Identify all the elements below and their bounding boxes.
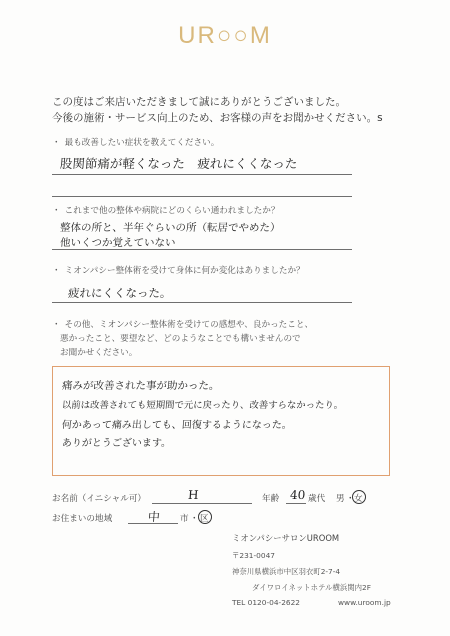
question-1-text: 最も改善したい症状を教えてください。	[64, 138, 220, 148]
question-bullet: ・	[52, 138, 61, 148]
address-line-1: 神奈川県横浜市中区羽衣町2-7-4	[232, 567, 341, 576]
answer-2-line-1: 整体の所と、半年ぐらいの所（転居でやめた）	[59, 222, 281, 234]
ward-circle	[198, 510, 212, 524]
ward-label: 区	[200, 514, 209, 524]
answer-4-line-2: 以前は改善されても短期間で元に戻ったり、改善すらなかったり。	[61, 400, 344, 411]
answer-1-line	[52, 174, 352, 175]
area-underline	[128, 523, 178, 524]
postal-code: 〒231-0047	[232, 551, 275, 560]
telephone: TEL 0120-04-2622	[232, 598, 301, 607]
question-1	[52, 136, 219, 148]
city-separator: ・	[190, 514, 199, 524]
question-4-text-1: その他、ミオンパシー整体術を受けての感想や、良かったこと、	[64, 320, 314, 330]
question-3-text: ミオンパシー整体術を受けて身体に何か変化はありましたか？	[64, 266, 305, 276]
question-4-line-1	[52, 318, 313, 330]
name-label: お名前（イニシャル可）	[52, 494, 147, 504]
question-2	[52, 204, 279, 216]
shop-name: ミオンパシーサロンUROOM	[232, 533, 340, 543]
question-4-line-3: お聞かせください。	[60, 348, 138, 358]
uroom-logo: UR○○M	[178, 22, 272, 49]
question-2-text: これまで他の整体や病院にどのくらい通われましたか？	[64, 206, 280, 216]
answer-2-line-2: 他いくつか覚えていない	[59, 237, 176, 249]
age-label: 年齢	[262, 494, 280, 504]
area-value: 中	[147, 510, 161, 524]
question-bullet: ・	[52, 206, 61, 216]
website: www.uroom.jp	[338, 598, 391, 607]
gender-female-circle	[352, 490, 366, 504]
age-suffix: 歳代	[308, 494, 326, 504]
intro-line-1: この度はご来店いただきまして誠にありがとうございました。	[52, 96, 346, 108]
name-value: H	[187, 488, 199, 502]
gender-female: 女	[354, 494, 363, 504]
answer-4-line-1: 痛みが改善された事が助かった。	[61, 380, 220, 392]
answer-3: 疲れにくくなった。	[67, 286, 172, 300]
gender-male: 男	[336, 494, 345, 504]
answer-1-line-2	[52, 196, 352, 197]
answer-1: 股関節痛が軽くなった 疲れにくくなった	[59, 156, 299, 171]
area-label: お住まいの地域	[52, 514, 113, 524]
answer-3-line	[52, 302, 352, 303]
answer-4-line-3: 何かあって痛み出しても、回復するようになった。	[61, 420, 293, 431]
question-3	[52, 264, 305, 276]
age-underline	[286, 503, 306, 504]
age-value: 40	[289, 488, 306, 502]
answer-4-line-4: ありがとうございます。	[61, 438, 172, 449]
city-label: 市	[180, 514, 189, 524]
question-bullet: ・	[52, 320, 61, 330]
address-line-2: ダイワロイネットホテル横浜関内2F	[252, 583, 372, 592]
name-underline	[152, 503, 252, 504]
answer-2-line	[52, 249, 352, 250]
gender-separator: ・	[346, 494, 355, 504]
question-4-line-2: 悪かったこと、要望など、どのようなことでも構いませんので	[60, 334, 301, 344]
question-bullet: ・	[52, 266, 61, 276]
intro-line-2: 今後の施術・サービス向上のため、お客様の声をお聞かせください。s	[52, 112, 383, 124]
